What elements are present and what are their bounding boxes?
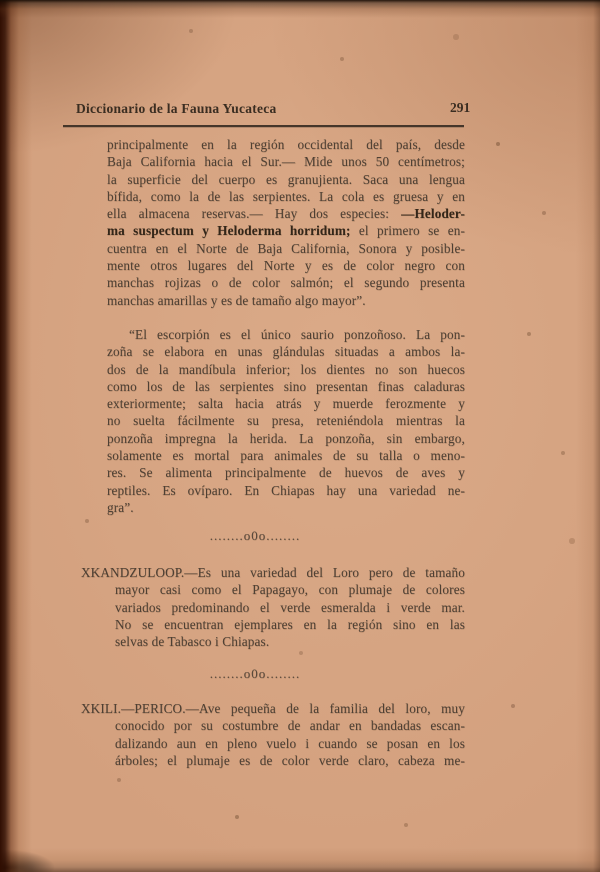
text-segment: ella almacena reservas.— Hay dos especies: xyxy=(107,206,402,222)
paper-specks xyxy=(0,0,2,2)
text-segment: solamente es mortal para animales de su talla o meno- xyxy=(107,448,465,464)
text-line xyxy=(107,499,465,516)
text-segment: variados predominando el verde esmeralda i verde mar. xyxy=(115,599,465,615)
text-segment: No se encuentran ejemplares en la región sino en las xyxy=(115,616,465,632)
text-segment: mente otros lugares del Norte y es de color negro con xyxy=(107,258,465,274)
text-line xyxy=(107,171,465,188)
text-segment: reptiles. Es ovíparo. En Chiapas hay una variedad ne- xyxy=(107,482,465,498)
header-rule xyxy=(63,125,464,127)
text-segment: XKILI.—PERICO.—Ave pequeña de la familia del loro, muy xyxy=(81,701,465,716)
paragraph-escorpion-quote xyxy=(107,326,465,516)
text-segment: árboles; el plumaje es de color verde claro, cabeza me- xyxy=(115,752,465,768)
text-line xyxy=(81,581,465,598)
text-line xyxy=(107,412,465,429)
text-segment: conocido por su costumbre de andar en bandadas escan- xyxy=(115,718,465,734)
text-line xyxy=(81,599,465,616)
text-segment: res. Se alimenta principalmente de huevos de aves y xyxy=(107,465,465,481)
entry-xkili xyxy=(81,700,465,769)
text-segment: gra”. xyxy=(107,499,134,515)
text-segment: cuentra en el Norte de Baja California, Sonora y posible- xyxy=(107,240,465,256)
text-line xyxy=(107,257,465,274)
text-segment: la superficie del cuerpo es granujienta. Saca una lengua xyxy=(107,171,465,187)
text-line xyxy=(107,240,465,257)
text-segment: “El escorpión es el único saurio ponzoñoso. La pon- xyxy=(129,327,465,342)
running-title: Diccionario de la Fauna Yucateca xyxy=(76,101,277,116)
text-line xyxy=(107,222,465,239)
text-segment: dalizando aun en pleno vuelo i cuando se posan en los xyxy=(115,735,465,751)
text-line xyxy=(107,136,465,153)
text-segment: selvas de Tabasco i Chiapas. xyxy=(115,634,270,650)
text-line xyxy=(81,633,465,650)
text-line xyxy=(107,188,465,205)
text-segment: dos de la mandíbula inferior; los dientes no son huecos xyxy=(107,361,465,377)
paragraph-heloderma-continuation xyxy=(107,136,465,309)
section-divider-1: ........o0o........ xyxy=(209,528,301,543)
text-segment: XKANDZULOOP.—Es una variedad del Loro pero de tamaño xyxy=(81,565,465,580)
entry-xkandzuloop xyxy=(81,564,465,650)
bold-text-segment: ma suspectum y Heloderma horridum; xyxy=(107,223,351,239)
text-segment: el primero se en- xyxy=(350,223,465,239)
page-number: 291 xyxy=(450,100,471,115)
text-line xyxy=(107,205,465,222)
text-line xyxy=(81,717,465,734)
text-line xyxy=(81,616,465,633)
text-segment: manchas amarillas y es de tamaño algo mayor”. xyxy=(107,292,366,308)
text-line xyxy=(107,378,465,395)
text-segment: ponzoña impregna la herida. La ponzoña, sin embargo, xyxy=(107,430,465,446)
text-line xyxy=(81,564,465,581)
text-segment: no suelta fácilmente su presa, reteniéndola mientras la xyxy=(107,413,465,429)
text-segment: Baja California hacia el Sur.— Mide unos 50 centímetros; xyxy=(107,154,465,170)
text-line xyxy=(107,430,465,447)
text-line xyxy=(107,395,465,412)
text-segment: mayor casi como el Papagayo, con plumaje de colores xyxy=(115,582,465,598)
text-segment: zoña se elabora en unas glándulas situadas a ambos la- xyxy=(107,344,465,360)
text-line xyxy=(81,752,465,769)
text-segment: como los de las serpientes sino presentan finas caladuras xyxy=(107,378,465,394)
text-line xyxy=(81,700,465,717)
text-segment: exteriormente; salta hacia atrás y muerde ferozmente y xyxy=(107,396,465,412)
text-segment: principalmente en la región occidental del país, desde xyxy=(107,137,465,152)
text-line xyxy=(107,153,465,170)
text-line xyxy=(107,274,465,291)
text-segment: bífida, como la de las serpientes. La cola es gruesa y en xyxy=(107,188,465,204)
text-line xyxy=(107,464,465,481)
text-line xyxy=(107,447,465,464)
text-segment: manchas rojizas o de color salmón; el segundo presenta xyxy=(107,275,465,291)
text-line xyxy=(107,343,465,360)
section-divider-2: ........o0o........ xyxy=(209,666,301,681)
text-line xyxy=(107,326,465,343)
text-line xyxy=(107,361,465,378)
text-line xyxy=(107,292,465,309)
bold-text-segment: —Heloder- xyxy=(401,206,465,222)
text-line xyxy=(81,735,465,752)
text-line xyxy=(107,482,465,499)
